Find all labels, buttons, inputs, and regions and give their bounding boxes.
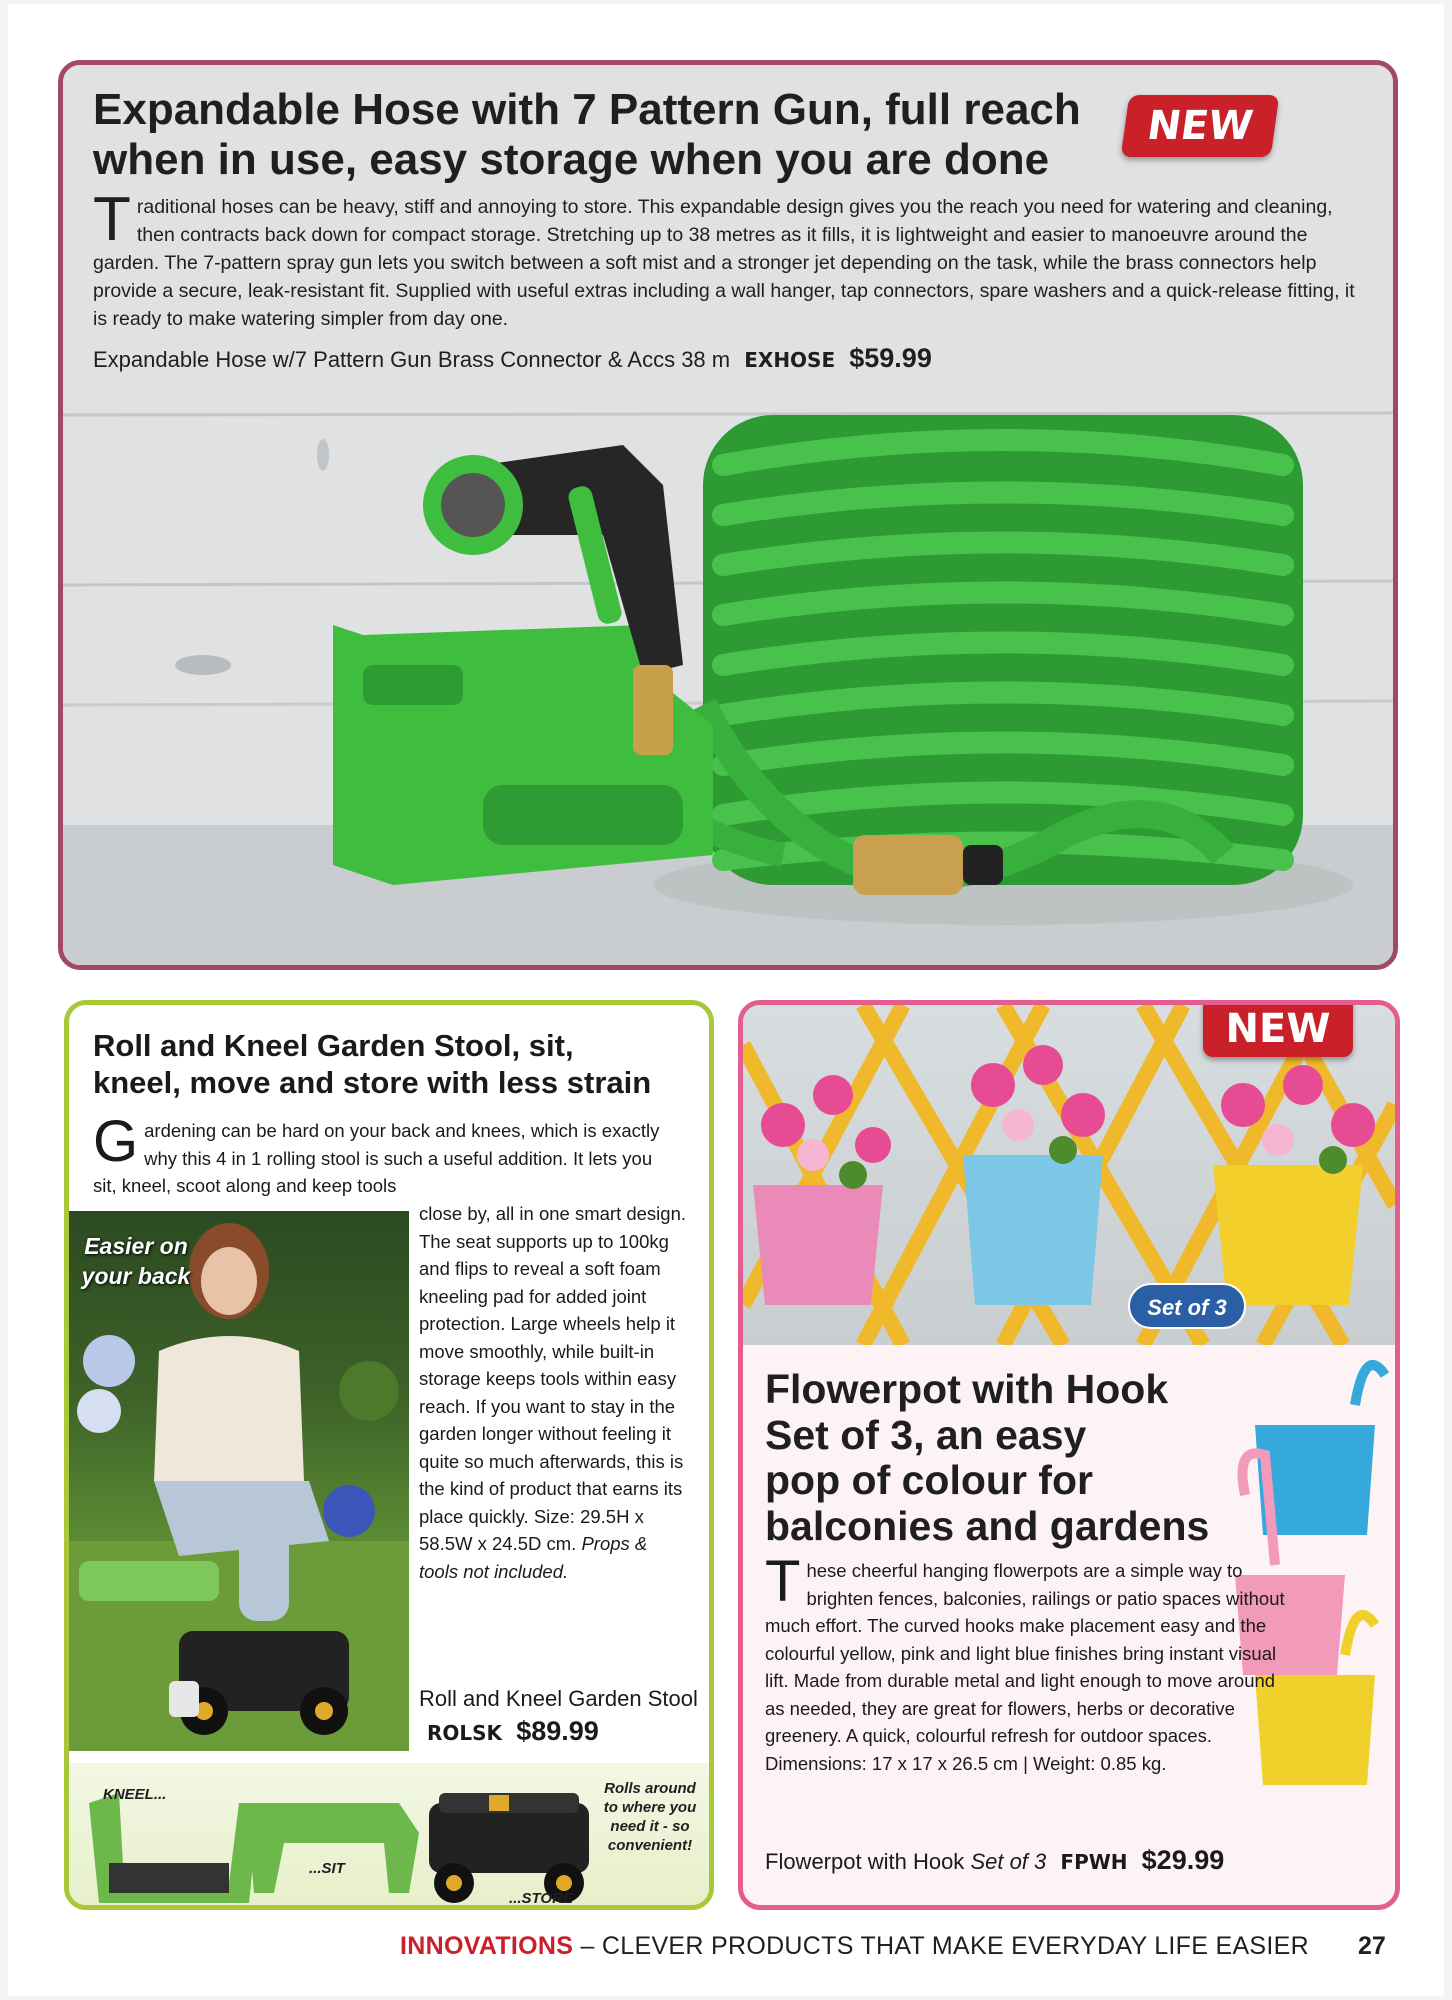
strip-sit-label: ...SIT [309,1860,345,1877]
flowerpot-description [765,1549,1285,1777]
stool-lifestyle-photo [69,1211,409,1751]
stool-product-name: Roll and Kneel Garden Stool [419,1686,698,1711]
hose-product-name: Expandable Hose w/7 Pattern Gun Brass Connector & Accs 38 m [93,347,731,372]
hose-title-line1: Expandable Hose with 7 Pattern Gun, full reach [93,85,1081,134]
stool-intro-text: ardening can be hard on your back and knees, which is exactly why this 4 in 1 rolling stool is such a useful addition. It lets you sit, kneel, scoot along and keep tools [93,1120,660,1196]
strip-store-label: ...STORE [509,1890,573,1907]
flowerpot-product-suffix: Set of 3 [970,1849,1047,1874]
flowerpot-description-text: hese cheerful hanging flowerpots are a simple way to brighten fences, balconies, railings or patio spaces without much effort. The curved hooks make placement easy and the colourful yellow, pink and light blue finishes bring instant visual lift. Made from durable metal and light enough to move around as needed, they are great for flowers, herbs or decorative greenery. A quick, colourful refresh for outdoor spaces. Dimensions: 17 x 17 x 26.5 cm | Weight: 0.85 kg. [765,1560,1285,1774]
flowerpot-price-line [765,1845,1224,1876]
page-footer [400,1932,1309,1961]
stool-title [93,1027,703,1101]
stool-price-line [419,1683,699,1749]
catalogue-page [8,4,1444,1996]
stool-modes-strip [69,1763,709,1910]
hose-description-text: raditional hoses can be heavy, stiff and annoying to store. This expandable design gives you the reach you need for watering and cleaning, then contracts back down for compact storage. Stretching up to 38 metres as it fills, it is lightweight and easier to manoeuvre around the garden. The 7-pattern spray gun lets you switch between a soft mist and a stronger jet depending on the task, while the brass connectors help provide a secure, leak-resistant fit. Supplied with useful extras including a wall hanger, tap connectors, spare washers and a quick-release fitting, it is ready to make watering simpler from day one. [93,196,1355,330]
hose-title [93,85,1093,185]
stool-photo-caption: Easier on your back [81,1233,191,1289]
flowerpot-title-line2: Set of 3, an easy [765,1411,1087,1458]
flowerpot-product-code: FPWH [1060,1850,1128,1874]
flowerpot-price: $29.99 [1141,1845,1225,1875]
stool-description-text: close by, all in one smart design. The seat supports up to 100kg and flips to reveal a soft foam kneeling pad for added joint protection. Large wheels help it move smoothly, while built-in storage keeps tools within easy reach. If you want to stay in the garden longer without feeling it quite so much afterwards, this is the kind of product that earns its place quickly. Size: 29.5H x 58.5W x 24.5D cm. [419,1203,687,1554]
footer-tagline: – CLEVER PRODUCTS THAT MAKE EVERYDAY LIFE EASIER [580,1932,1309,1960]
hose-product-panel [58,60,1398,970]
stool-title-line2: kneel, move and store with less strain [93,1065,652,1100]
stool-description [419,1200,689,1585]
hose-title-line2: when in use, easy storage when you are done [93,135,1050,184]
flowerpot-product-name: Flowerpot with Hook [765,1849,965,1874]
set-of-3-badge: Set of 3 [1128,1283,1246,1329]
strip-kneel-label: KNEEL... [103,1786,167,1803]
hose-new-badge: NEW [1121,95,1280,157]
stool-note: Props & tools not included. [419,1533,648,1582]
flowerpot-product-panel [738,1000,1400,1910]
flowerpot-dropcap: T [765,1549,801,1614]
stool-product-panel [64,1000,714,1910]
stool-dropcap: G [93,1109,139,1174]
hose-product-code: EXHOSE [744,348,836,372]
stool-intro [93,1109,673,1200]
page-number: 27 [1358,1932,1386,1960]
flowerpot-title-line4: balconies and gardens [765,1502,1210,1549]
stool-title-line1: Roll and Kneel Garden Stool, sit, [93,1028,574,1063]
hose-description [93,185,1363,333]
flowerpot-title [765,1367,1245,1549]
gardener-sitting-icon [69,1211,409,1751]
flowerpot-photo [743,1005,1395,1345]
flowerpot-title-line3: pop of colour for [765,1457,1093,1503]
flowerpot-new-badge: NEW [1203,1005,1353,1057]
strip-rolls-label: Rolls around to where you need it - so convenient! [603,1780,697,1854]
footer-brand: INNOVATIONS [400,1932,574,1960]
hose-price: $59.99 [849,343,932,373]
flowerpot-title-line1: Flowerpot with Hook [765,1366,1169,1412]
hose-dropcap: T [93,185,131,254]
stool-price: $89.99 [516,1716,599,1746]
hose-price-line [93,343,932,374]
stool-product-code: ROLSK [427,1721,503,1745]
